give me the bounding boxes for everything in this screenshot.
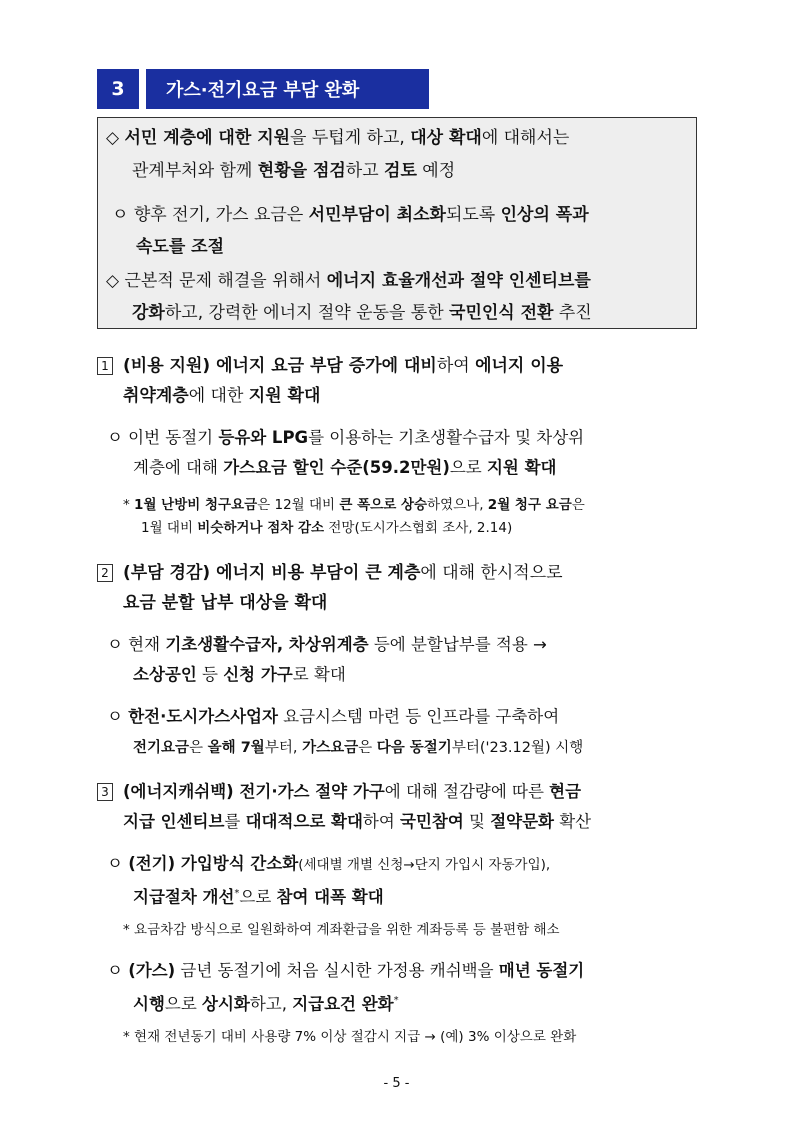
item3-note: * 요금차감 방식으로 일원화하여 계좌환급을 위한 계좌등록 등 불편함 해소 xyxy=(123,922,560,938)
item1-note: * 1월 난방비 청구요금은 12월 대비 큰 폭으로 상승하였으나, 2월 청구 요금은 xyxy=(123,497,585,513)
item3-note: * 현재 전년동기 대비 사용량 7% 이상 절감시 지급 → (예) 3% 이상으로 완화 xyxy=(123,1029,577,1045)
item3-bullet-cont: 지급절차 개선*으로 참여 대폭 확대 xyxy=(133,887,384,907)
item3-bullet: ㅇ (가스) 금년 동절기에 처음 실시한 가정용 캐쉬백을 매년 동절기 xyxy=(107,961,585,980)
item3-heading: 3 (에너지캐쉬백) 전기·가스 절약 가구에 대해 절감량에 따른 현금 xyxy=(97,781,581,803)
summary-line: ◇ 서민 계층에 대한 지원을 두텁게 하고, 대상 확대에 대해서는 xyxy=(106,128,570,148)
item-number-box: 1 xyxy=(97,357,113,375)
summary-line: 관계부처와 함께 현황을 점검하고 검토 예정 xyxy=(132,161,456,181)
item1-heading-cont: 취약계층에 대한 지원 확대 xyxy=(123,386,321,406)
item1-bullet-cont: 계층에 대해 가스요금 할인 수준(59.2만원)으로 지원 확대 xyxy=(133,458,557,477)
item2-bullet: ㅇ 현재 기초생활수급자, 차상위계층 등에 분할납부를 적용 → xyxy=(107,635,547,654)
item1-heading: 1 (비용 지원) 에너지 요금 부담 증가에 대비하여 에너지 이용 xyxy=(97,355,563,377)
item2-bullet-cont: 소상공인 등 신청 가구로 확대 xyxy=(133,665,346,684)
section-title: 가스·전기요금 부담 완화 xyxy=(146,69,429,109)
item-number-box: 2 xyxy=(97,564,113,582)
item3-bullet-cont: 시행으로 상시화하고, 지급요건 완화* xyxy=(133,994,399,1014)
page-number: - 5 - xyxy=(383,1076,410,1091)
item2-heading-cont: 요금 분할 납부 대상을 확대 xyxy=(123,593,328,613)
item1-note-cont: 1월 대비 비슷하거나 점차 감소 전망(도시가스협회 조사, 2.14) xyxy=(141,520,513,536)
section-number: 3 xyxy=(97,69,139,109)
summary-line: 속도를 조절 xyxy=(136,237,225,257)
item3-bullet: ㅇ (전기) 가입방식 간소화(세대별 개별 신청→단지 가입시 자동가입), xyxy=(107,854,551,873)
summary-line: ㅇ 향후 전기, 가스 요금은 서민부담이 최소화되도록 인상의 폭과 xyxy=(112,205,589,225)
item2-bullet-cont: 전기요금은 올해 7월부터, 가스요금은 다음 동절기부터('23.12월) 시행 xyxy=(133,740,584,756)
item2-bullet: ㅇ 한전·도시가스사업자 요금시스템 마련 등 인프라를 구축하여 xyxy=(107,707,560,726)
item2-heading: 2 (부담 경감) 에너지 비용 부담이 큰 계층에 대해 한시적으로 xyxy=(97,562,563,584)
item-number-box: 3 xyxy=(97,783,113,801)
item3-heading-cont: 지급 인센티브를 대대적으로 확대하여 국민참여 및 절약문화 확산 xyxy=(123,812,592,831)
summary-line: 강화하고, 강력한 에너지 절약 운동을 통한 국민인식 전환 추진 xyxy=(132,303,592,323)
summary-line: ◇ 근본적 문제 해결을 위해서 에너지 효율개선과 절약 인센티브를 xyxy=(106,271,591,291)
summary-box xyxy=(97,117,697,329)
item1-bullet: ㅇ 이번 동절기 등유와 LPG를 이용하는 기초생활수급자 및 차상위 xyxy=(107,428,585,447)
